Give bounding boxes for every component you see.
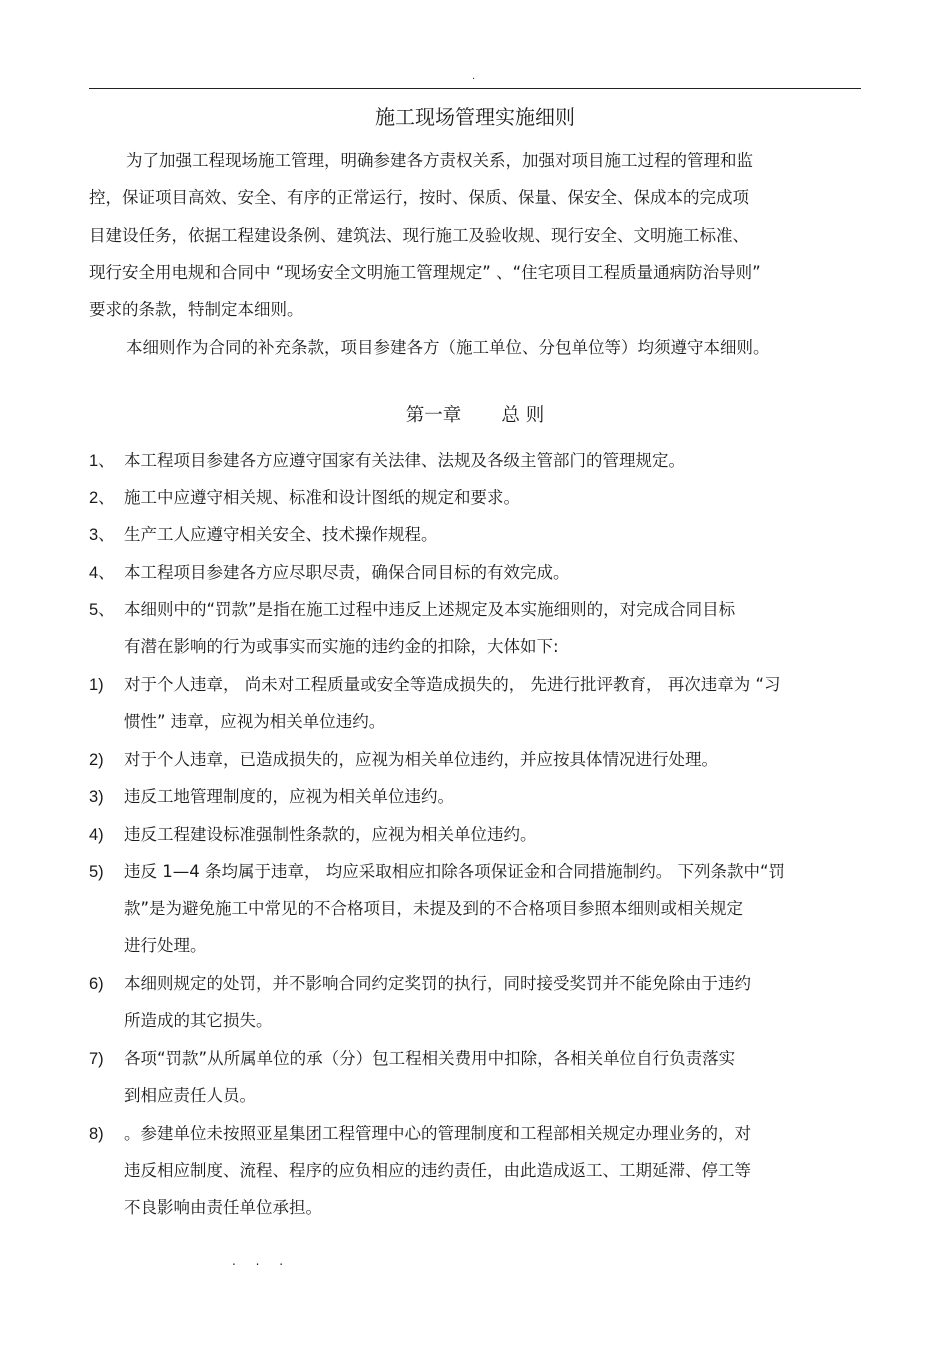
item-text: 本细则中的“罚款”是指在施工过程中违反上述规定及本实施细则的，对完成合同目标	[124, 600, 736, 619]
intro-line: 控，保证项目高效、安全、有序的正常运行，按时、保质、保量、保安全、保成本的完成项	[89, 188, 749, 207]
item-text: 本工程项目参建各方应尽职尽责，确保合同目标的有效完成。	[124, 563, 570, 582]
subitem-number: 2)	[89, 751, 104, 769]
subitem-text: 对于个人违章，已造成损失的，应视为相关单位违约，并应按具体情况进行处理。	[124, 750, 718, 769]
subitem-text: 到相应责任人员。	[124, 1086, 256, 1105]
item-text: 施工中应遵守相关规、标准和设计图纸的规定和要求。	[124, 488, 520, 507]
subitem-number: 6)	[89, 975, 104, 993]
subitem-text: 不良影响由责任单位承担。	[124, 1198, 322, 1217]
subitem-text: 违反 1—4 条均属于违章， 均应采取相应扣除各项保证金和合同措施制约。 下列条款中“罚	[124, 862, 786, 881]
item-number: 2、	[89, 489, 115, 507]
subitem-text: 。参建单位未按照亚星集团工程管理中心的管理制度和工程部相关规定办理业务的，对	[124, 1124, 751, 1143]
subitem-text: 惯性” 违章，应视为相关单位违约。	[124, 712, 386, 731]
item-number: 3、	[89, 526, 115, 544]
footer-dots: . . .	[232, 1254, 292, 1268]
subitem-text: 违反相应制度、流程、程序的应负相应的违约责任，由此造成返工、工期延滞、停工等	[124, 1161, 751, 1180]
subitem-text: 款”是为避免施工中常见的不合格项目，未提及到的不合格项目参照本细则或相关规定	[124, 899, 744, 918]
item-text: 有潜在影响的行为或事实而实施的违约金的扣除，大体如下:	[124, 637, 559, 656]
header-dot: .	[472, 71, 476, 82]
subitem-number: 1)	[89, 676, 104, 694]
intro-line: 目建设任务，依据工程建设条例、建筑法、现行施工及验收规、现行安全、文明施工标准、	[89, 226, 749, 245]
subitem-number: 3)	[89, 788, 104, 806]
item-number: 4、	[89, 564, 115, 582]
intro-paragraph-2: 本细则作为合同的补充条款，项目参建各方（施工单位、分包单位等）均须遵守本细则。	[126, 338, 770, 357]
item-text: 生产工人应遵守相关安全、技术操作规程。	[124, 525, 438, 544]
subitem-text: 本细则规定的处罚，并不影响合同约定奖罚的执行，同时接受奖罚并不能免除由于违约	[124, 974, 751, 993]
item-number: 1、	[89, 452, 115, 470]
item-text: 本工程项目参建各方应遵守国家有关法律、法规及各级主管部门的管理规定。	[124, 451, 685, 470]
intro-line: 为了加强工程现场施工管理，明确参建各方责权关系，加强对项目施工过程的管理和监	[126, 151, 753, 170]
subitem-text: 所造成的其它损失。	[124, 1011, 273, 1030]
subitem-number: 7)	[89, 1050, 104, 1068]
subitem-number: 5)	[89, 863, 104, 881]
subitem-text: 违反工地管理制度的，应视为相关单位违约。	[124, 787, 454, 806]
subitem-text: 进行处理。	[124, 936, 207, 955]
intro-line: 要求的条款，特制定本细则。	[89, 300, 304, 319]
subitem-text: 各项“罚款”从所属单位的承（分）包工程相关费用中扣除，各相关单位自行负责落实	[124, 1049, 736, 1068]
item-number: 5、	[89, 601, 115, 619]
intro-line: 现行安全用电规和合同中 “现场安全文明施工管理规定” 、“住宅项目工程质量通病防治导则”	[89, 263, 761, 282]
chapter-name: 总 则	[501, 405, 545, 426]
subitem-text: 对于个人违章， 尚未对工程质量或安全等造成损失的， 先进行批评教育， 再次违章为 “习	[124, 675, 781, 694]
document-title: 施工现场管理实施细则	[375, 105, 575, 129]
subitem-text: 违反工程建设标准强制性条款的，应视为相关单位违约。	[124, 825, 537, 844]
subitem-number: 4)	[89, 826, 104, 844]
chapter-heading	[0, 404, 950, 428]
chapter-number: 第一章	[405, 405, 462, 426]
header-rule	[89, 88, 861, 89]
subitem-number: 8)	[89, 1125, 104, 1143]
